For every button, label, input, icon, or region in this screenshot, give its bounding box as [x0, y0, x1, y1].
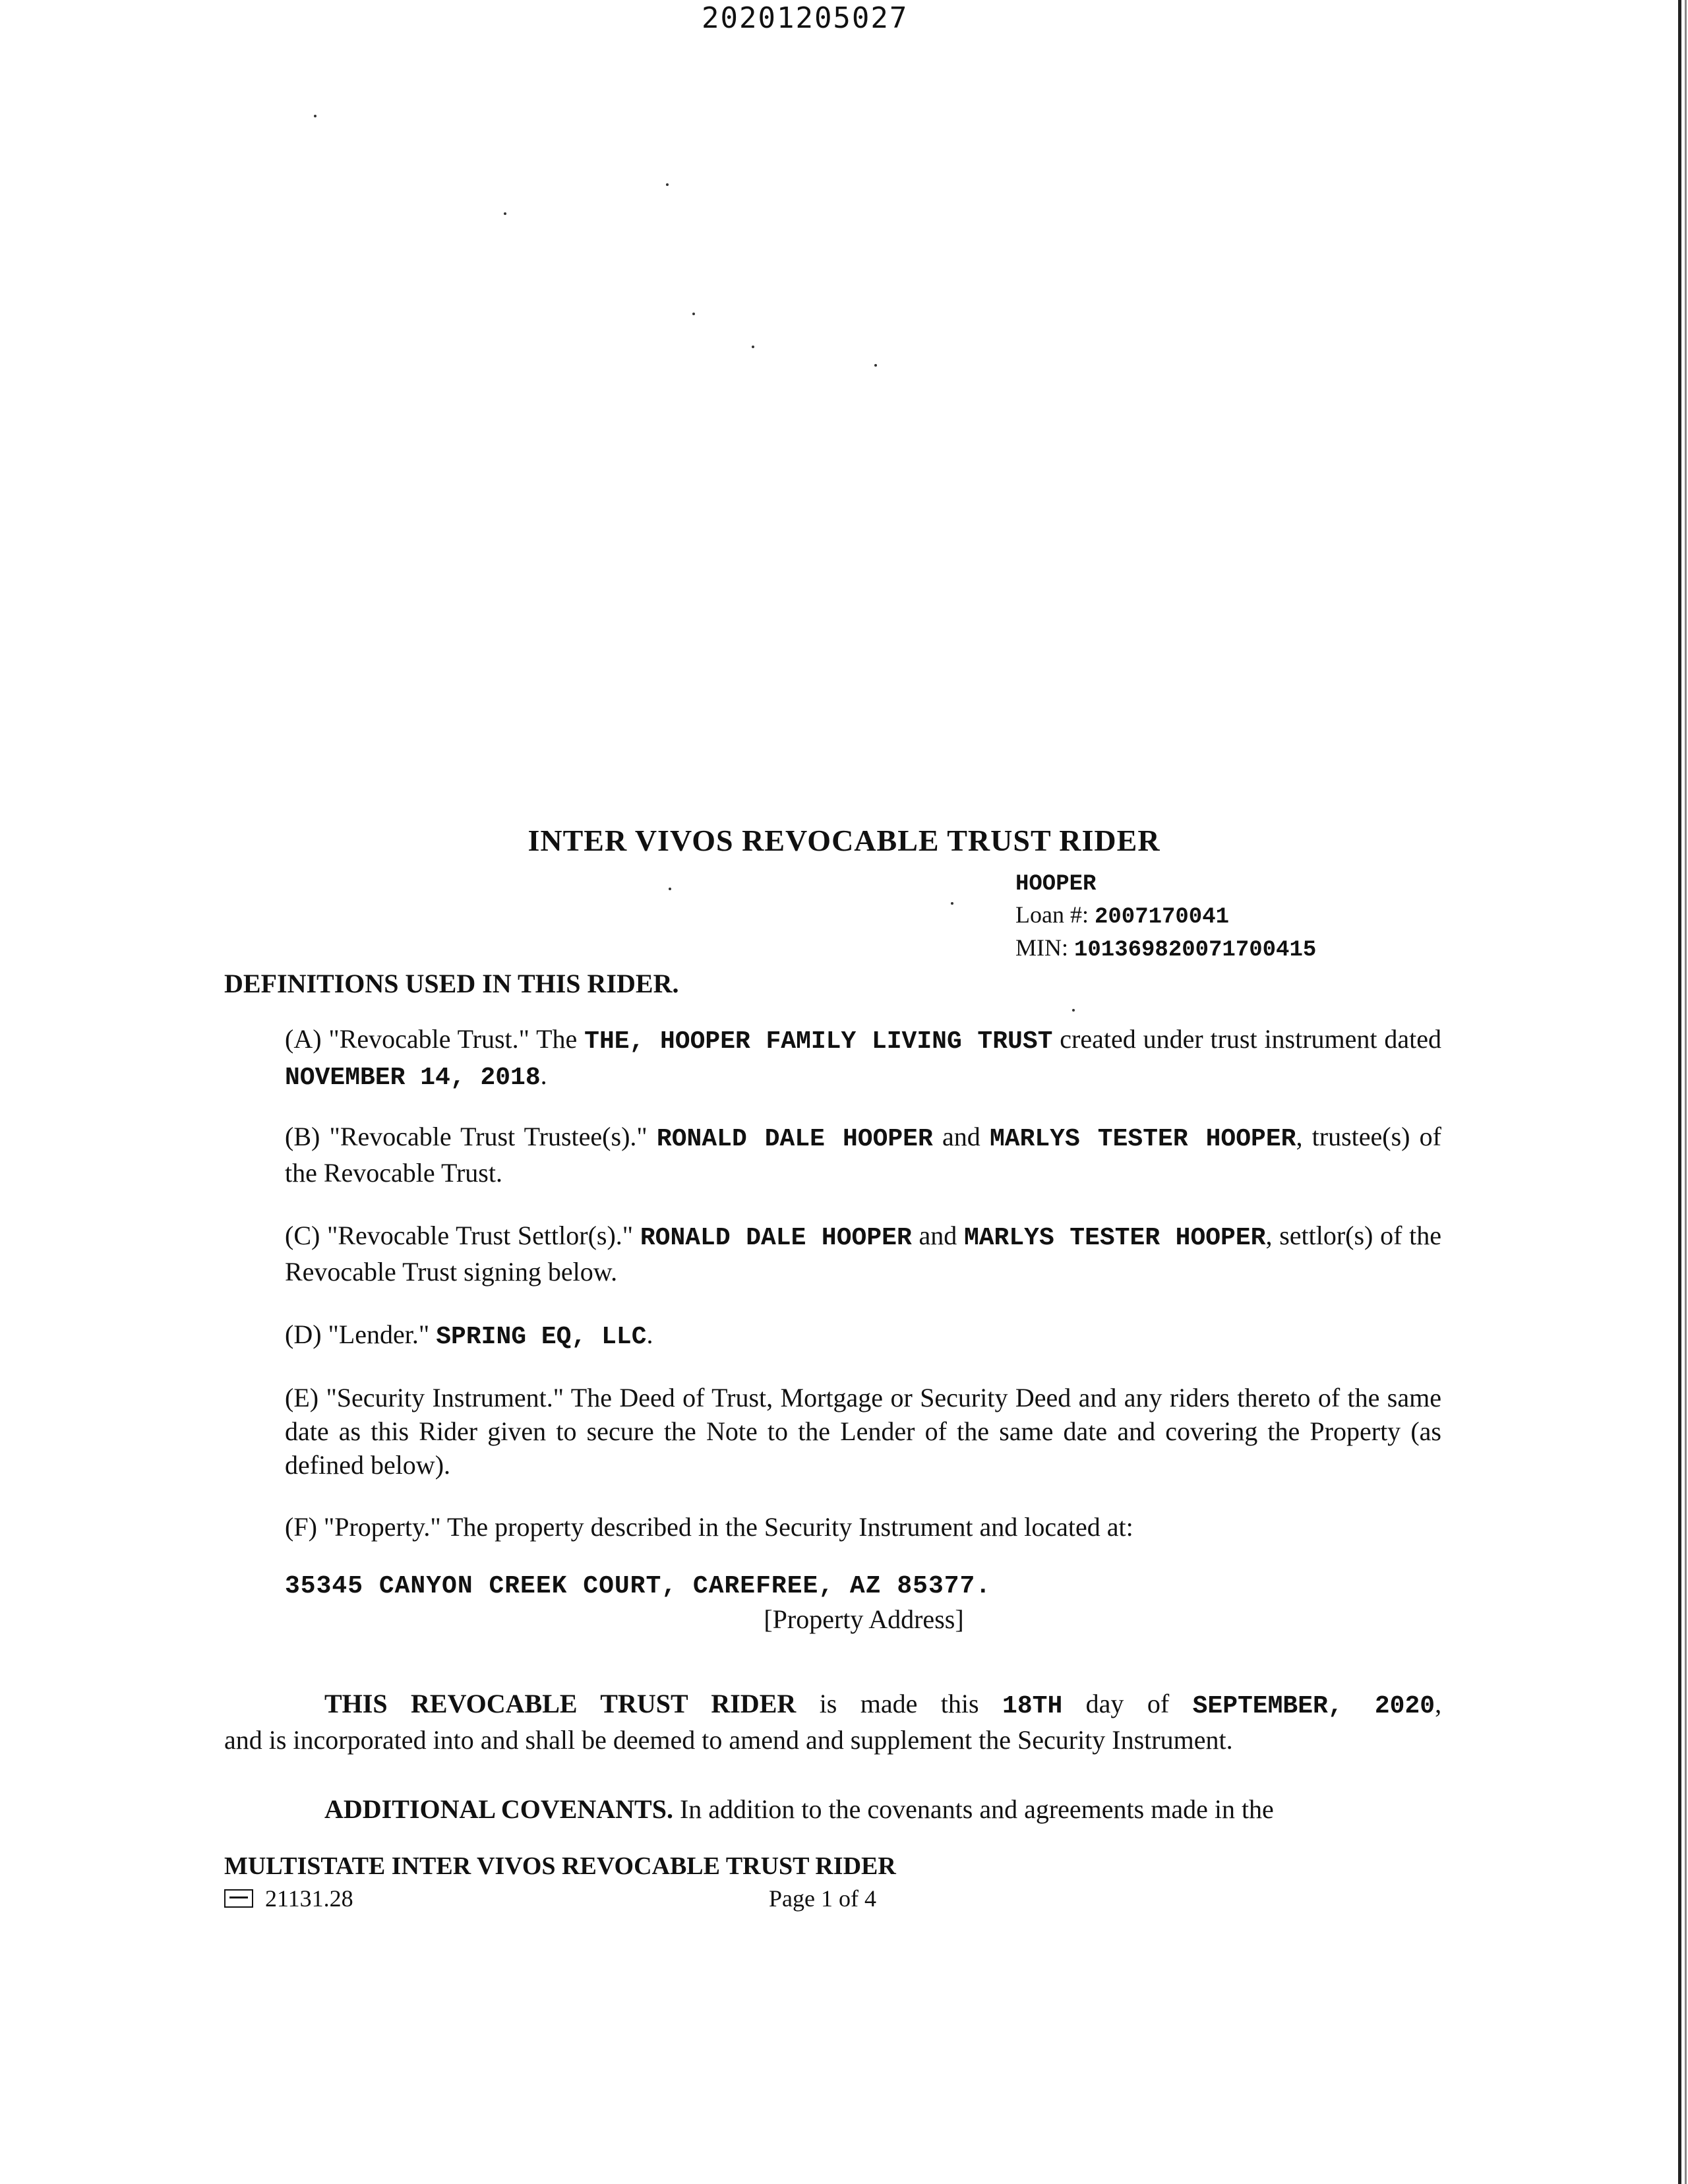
scan-speck: [874, 364, 877, 367]
definitions-heading: DEFINITIONS USED IN THIS RIDER.: [224, 969, 679, 998]
definition-c-and: and: [919, 1221, 957, 1250]
loan-label: Loan #:: [1015, 901, 1089, 928]
footer-form-number-line: [224, 1885, 353, 1912]
covenants-line: [224, 1792, 1441, 1826]
additional-covenants: [224, 1792, 1441, 1826]
covenants-text: In addition to the covenants and agreements made in the: [679, 1794, 1274, 1824]
definition-a-end: .: [540, 1060, 547, 1090]
definition-d-prefix: (D) "Lender.": [285, 1320, 430, 1349]
trustee-name-1: RONALD DALE HOOPER: [656, 1125, 933, 1153]
form-logo-icon: [224, 1889, 253, 1908]
loan-number: 2007170041: [1094, 905, 1230, 930]
scan-edge-line: [1678, 0, 1681, 2184]
scan-speck: [752, 346, 754, 348]
property-address-caption: [Property Address]: [764, 1604, 964, 1634]
scan-edge-line-outer: [1685, 0, 1687, 2184]
scan-speck: [951, 902, 953, 905]
footer-form-title: MULTISTATE INTER VIVOS REVOCABLE TRUST RIDER: [224, 1852, 896, 1880]
definition-e: (E) "Security Instrument." The Deed of Trust, Mortgage or Security Deed and any riders thereto of the same date as this Rider given to secure the Note to the Lender of the same date and covering the Property (as defined below).: [285, 1383, 1441, 1480]
definition-a: [285, 1022, 1441, 1095]
made-clause-line-2: and is incorporated into and shall be deemed to amend and supplement the Security Instrument.: [224, 1725, 1233, 1755]
made-clause-line-1: [224, 1687, 1441, 1723]
definition-d-end: .: [646, 1320, 653, 1349]
footer-page-number: Page 1 of 4: [769, 1885, 876, 1912]
min-label: MIN:: [1015, 934, 1068, 961]
scan-speck: [666, 183, 669, 186]
loan-info-block: [1015, 869, 1316, 965]
made-clause-lead: THIS REVOCABLE TRUST RIDER: [324, 1689, 797, 1718]
loan-number-line: [1015, 899, 1316, 932]
scan-speck: [1072, 1009, 1075, 1012]
min-number-line: [1015, 932, 1316, 965]
made-clause-end: ,: [1435, 1689, 1442, 1718]
made-clause: [224, 1687, 1441, 1757]
lender-name: SPRING EQ, LLC: [436, 1323, 647, 1351]
settlor-name-1: RONALD DALE HOOPER: [640, 1224, 912, 1252]
rider-day: 18TH: [1002, 1692, 1063, 1720]
definition-c-prefix: (C) "Revocable Trust Settlor(s).": [285, 1221, 634, 1250]
rider-month-year: SEPTEMBER, 2020: [1192, 1692, 1435, 1720]
definition-b-prefix: (B) "Revocable Trust Trustee(s).": [285, 1122, 648, 1151]
property-address: 35345 CANYON CREEK COURT, CAREFREE, AZ 85377.: [285, 1572, 992, 1600]
made-clause-text-1: is made this: [819, 1689, 979, 1718]
definition-a-prefix: (A) "Revocable Trust." The: [285, 1024, 578, 1054]
scan-speck: [692, 313, 695, 315]
definition-b: [285, 1120, 1441, 1190]
document-title: INTER VIVOS REVOCABLE TRUST RIDER: [528, 824, 1160, 857]
settlor-name-2: MARLYS TESTER HOOPER: [963, 1224, 1266, 1252]
definition-a-middle: created under trust instrument dated: [1060, 1024, 1442, 1054]
definition-b-and: and: [942, 1122, 980, 1151]
scan-speck: [504, 212, 506, 215]
definition-c-suffix: , settlor(s) of the Revocable Trust signing below.: [285, 1221, 1441, 1287]
footer-form-number: 21131.28: [265, 1885, 353, 1912]
recording-number: 20201205027: [702, 1, 909, 35]
covenants-lead: ADDITIONAL COVENANTS.: [324, 1794, 673, 1824]
trust-name: THE, HOOPER FAMILY LIVING TRUST: [584, 1027, 1053, 1056]
definition-b-suffix: , trustee(s) of the Revocable Trust.: [285, 1122, 1442, 1188]
trust-date: NOVEMBER 14, 2018: [285, 1064, 541, 1092]
definition-f: (F) "Property." The property described in the Security Instrument and located at:: [285, 1512, 1133, 1542]
definition-c: [285, 1219, 1441, 1289]
made-clause-text-2: day of: [1085, 1689, 1170, 1718]
trustee-name-2: MARLYS TESTER HOOPER: [989, 1125, 1296, 1153]
min-number: 101369820071700415: [1074, 938, 1317, 963]
scan-speck: [314, 115, 316, 117]
definition-d: [285, 1318, 1441, 1354]
scan-speck: [669, 888, 671, 890]
borrower-name: HOOPER: [1015, 872, 1097, 897]
